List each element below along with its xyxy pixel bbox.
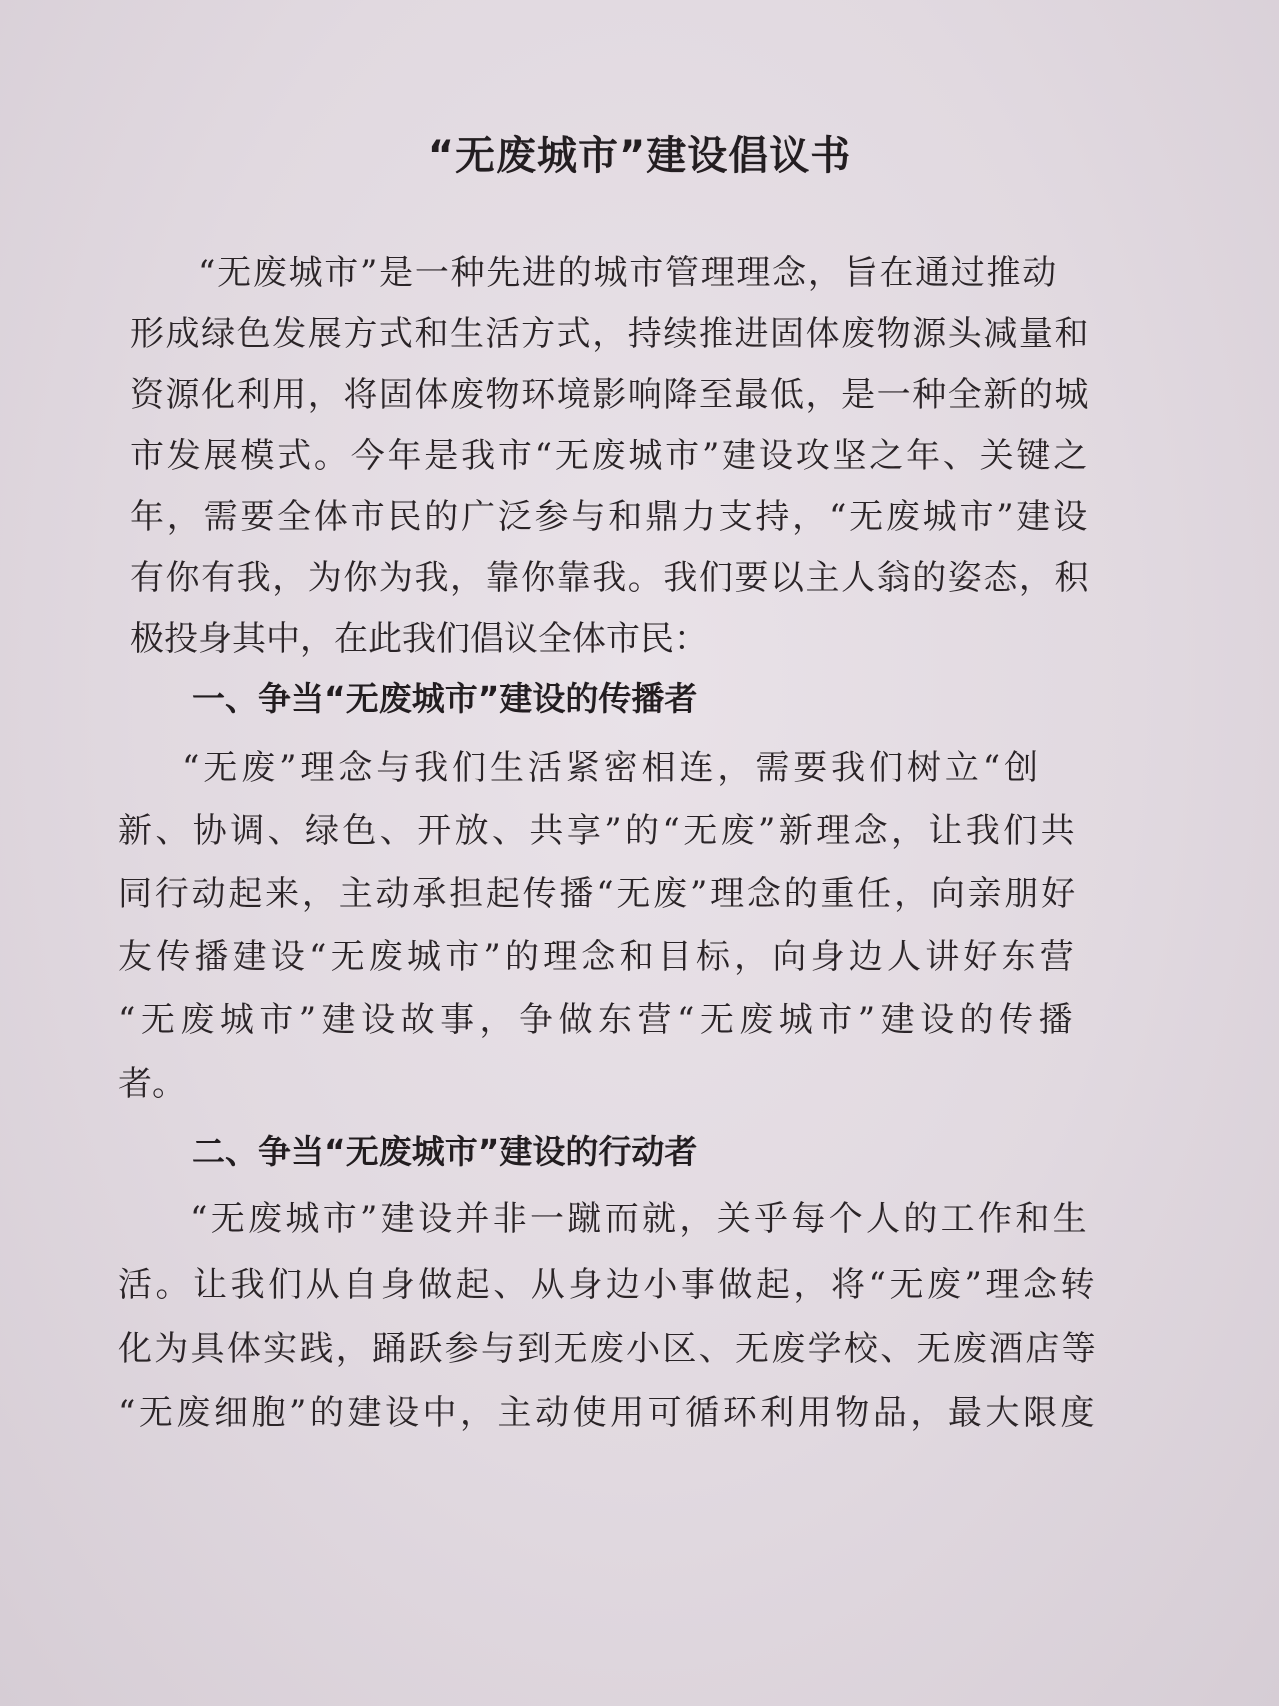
paragraph-line: 新、协调、绿色、开放、共享”的“无废”新理念，让我们共 — [118, 811, 1078, 851]
paragraph-line: “无废城市”建设故事，争做东营“无废城市”建设的传播 — [118, 1000, 1078, 1040]
paragraph-line: 市发展模式。今年是我市“无废城市”建设攻坚之年、关键之 — [130, 436, 1090, 476]
paragraph-line: “无废城市”是一种先进的城市管理理念，旨在通过推动 — [198, 253, 1058, 293]
paragraph-line: 同行动起来，主动承担起传播“无废”理念的重任，向亲朋好 — [118, 874, 1078, 914]
paragraph-line: 极投身其中，在此我们倡议全体市民： — [130, 619, 708, 659]
paragraph-line: 资源化利用，将固体废物环境影响降至最低，是一种全新的城 — [130, 375, 1090, 415]
paragraph-line: 年，需要全体市民的广泛参与和鼎力支持，“无废城市”建设 — [130, 497, 1090, 537]
section-heading-2: 二、争当“无废城市”建设的行动者 — [192, 1132, 698, 1171]
paragraph-line: 活。让我们从自身做起、从身边小事做起，将“无废”理念转 — [118, 1265, 1098, 1305]
paragraph-line: “无废城市”建设并非一蹴而就，关乎每个人的工作和生 — [190, 1199, 1090, 1239]
paragraph-line: 形成绿色发展方式和生活方式，持续推进固体废物源头减量和 — [130, 314, 1090, 354]
paragraph-line: “无废”理念与我们生活紧密相连，需要我们树立“创 — [182, 748, 1042, 788]
document-title: “无废城市”建设倡议书 — [427, 133, 852, 179]
paragraph-line: 化为具体实践，踊跃参与到无废小区、无废学校、无废酒店等 — [118, 1329, 1098, 1369]
paragraph-line: 者。 — [118, 1064, 186, 1104]
paragraph-line: “无废细胞”的建设中，主动使用可循环利用物品，最大限度 — [118, 1393, 1098, 1433]
paragraph-line: 有你有我，为你为我，靠你靠我。我们要以主人翁的姿态，积 — [130, 558, 1090, 598]
paragraph-line: 友传播建设“无废城市”的理念和目标，向身边人讲好东营 — [118, 937, 1078, 977]
section-heading-1: 一、争当“无废城市”建设的传播者 — [192, 679, 698, 718]
